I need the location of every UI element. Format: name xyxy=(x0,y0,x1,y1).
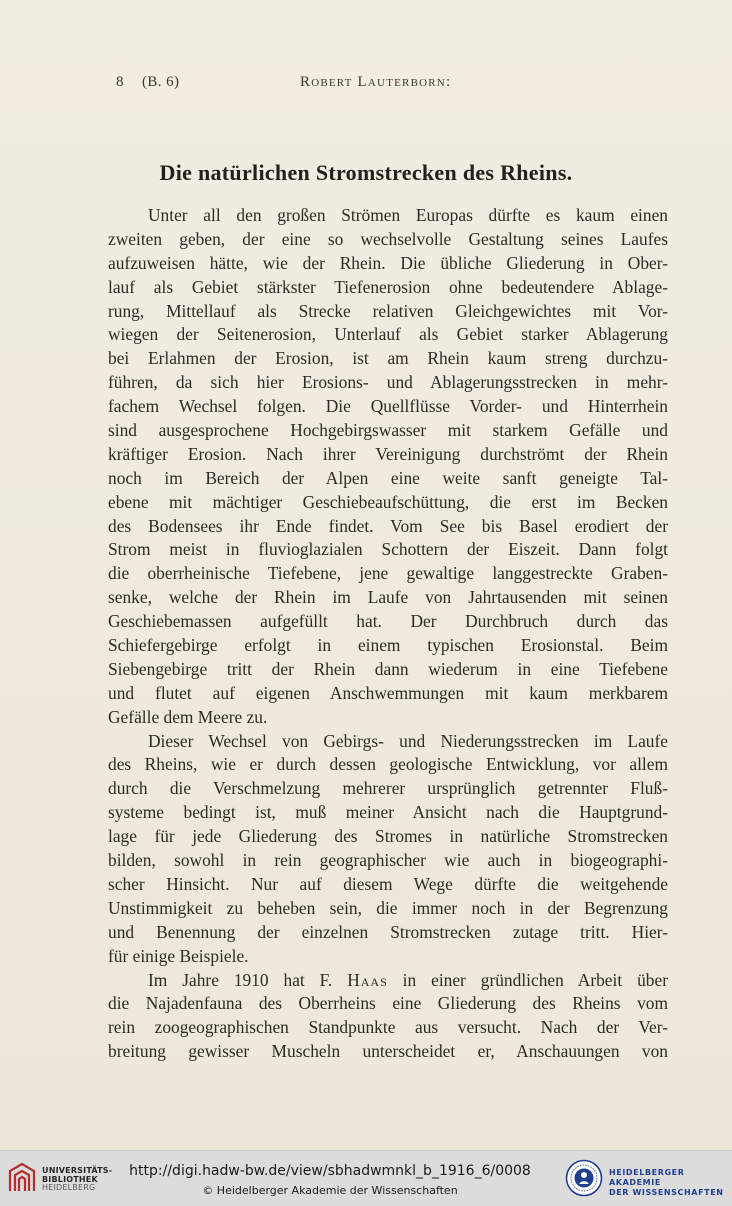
text-line: die oberrheinische Tiefebene, jene gewaltige langgestreckte Graben- xyxy=(108,563,668,584)
text-line: Unstimmigkeit zu beheben sein, die immer noch in der Begrenzung xyxy=(108,897,668,918)
text-line: für einige Beispiele. xyxy=(108,945,249,966)
university-library-name xyxy=(42,1167,112,1193)
text-line: Geschiebemassen aufgefüllt hat. Der Durchbruch durch das xyxy=(108,611,668,632)
text-line: Im Jahre 1910 hat F. Haas in einer gründlichen Arbeit über xyxy=(148,969,668,990)
copyright-notice: © Heidelberger Akademie der Wissenschaften xyxy=(202,1184,458,1197)
text-line: kräftiger Erosion. Nach ihrer Vereinigung durchströmt der Rhein xyxy=(108,443,668,464)
text-line: Gefälle dem Meere zu. xyxy=(108,706,268,727)
library-city: HEIDELBERG xyxy=(42,1183,96,1192)
academy-name xyxy=(609,1168,732,1198)
text-line: des Bodensees ihr Ende findet. Vom See bis Basel erodiert der xyxy=(108,515,668,536)
text-line: zweiten geben, der eine so wechselvolle Gestaltung seines Laufes xyxy=(108,228,668,249)
text-line: lauf als Gebiet stärkster Tiefenerosion ohne bedeutendere Ablage- xyxy=(108,276,668,297)
text-line: Unter all den großen Strömen Europas dürfte es kaum einen xyxy=(148,205,668,225)
viewer-footer xyxy=(0,1150,732,1206)
article-title: Die natürlichen Stromstrecken des Rheins. xyxy=(159,160,573,185)
academy-seal-icon xyxy=(565,1159,603,1197)
text-line: durch die Verschmelzung mehrerer ursprünglich getrennter Fluß- xyxy=(108,778,668,799)
section-ref: (B. 6) xyxy=(142,74,180,90)
text-line: und flutet auf eigenen Anschwemmungen mit kaum merkbarem xyxy=(108,682,668,703)
text-line: lage für jede Gliederung des Stromes in natürliche Stromstrecken xyxy=(108,826,668,847)
text-line: systeme bedingt ist, muß meiner Ansicht nach die Hauptgrund- xyxy=(108,802,668,823)
university-library-logo-icon xyxy=(6,1161,38,1195)
text-line: rung, Mittellauf als Strecke relativen Gleichgewichtes mit Vor- xyxy=(108,300,668,321)
text-line: Schiefergebirge erfolgt in einem typischen Erosionstal. Beim xyxy=(108,635,668,656)
body-text xyxy=(108,204,668,1064)
running-head-author: Robert Lauterborn: xyxy=(300,74,452,90)
text-line: führen, da sich hier Erosions- und Ablagerungsstrecken in mehr- xyxy=(108,372,668,393)
text-line: fachem Wechsel folgen. Die Quellflüsse Vorder- und Hinterrhein xyxy=(108,396,668,417)
text-line: scher Hinsicht. Nur auf diesem Wege dürfte die weitgehende xyxy=(108,873,668,894)
running-head xyxy=(116,74,556,94)
text-line: bilden, sowohl in rein geographischer wie auch in biogeographi- xyxy=(108,850,668,871)
permalink-url[interactable]: http://digi.hadw-bw.de/view/sbhadwmnkl_b_1916_6/0008 xyxy=(129,1163,531,1179)
academy-name-line: DER WISSENSCHAFTEN xyxy=(609,1188,724,1197)
text-line: ebene mit mächtiger Geschiebeaufschüttung, die erst im Becken xyxy=(108,491,668,512)
text-line: des Rheins, wie er durch dessen geologische Entwicklung, vor allem xyxy=(108,754,668,775)
library-name-line: BIBLIOTHEK xyxy=(42,1174,98,1184)
text-line: die Najadenfauna des Oberrheins eine Gliederung des Rheins vom xyxy=(108,993,668,1014)
text-line: senke, welche der Rhein im Laufe von Jahrtausenden mit seinen xyxy=(108,587,668,608)
text-line: Dieser Wechsel von Gebirgs- und Niederungsstrecken im Laufe xyxy=(148,730,668,751)
text-line: noch im Bereich der Alpen eine weite sanft geneigte Tal- xyxy=(108,467,668,488)
library-name-line: UNIVERSITÄTS- xyxy=(42,1166,113,1175)
text-line: wiegen der Seitenerosion, Unterlauf als Gebiet starker Ablagerung xyxy=(108,324,668,345)
page-number: 8 xyxy=(116,74,124,90)
text-line: Strom meist in fluvioglazialen Schottern der Eiszeit. Dann folgt xyxy=(108,539,668,560)
text-line: aufzuweisen hätte, wie der Rhein. Die übliche Gliederung in Ober- xyxy=(108,252,668,273)
academy-name-line: HEIDELBERGER AKADEMIE xyxy=(609,1168,685,1187)
text-line: bei Erlahmen der Erosion, ist am Rhein kaum streng durchzu- xyxy=(108,348,668,369)
text-line: und Benennung der einzelnen Stromstrecken zutage tritt. Hier- xyxy=(108,921,668,942)
text-line: sind ausgesprochene Hochgebirgswasser mit starkem Gefälle und xyxy=(108,420,668,441)
text-line: Siebengebirge tritt der Rhein dann wiederum in eine Tiefebene xyxy=(108,658,668,679)
text-line: breitung gewisser Muscheln unterscheidet er, Anschauungen von xyxy=(108,1041,668,1062)
text-line: rein zoogeographischen Standpunkte aus versucht. Nach der Ver- xyxy=(108,1017,668,1038)
